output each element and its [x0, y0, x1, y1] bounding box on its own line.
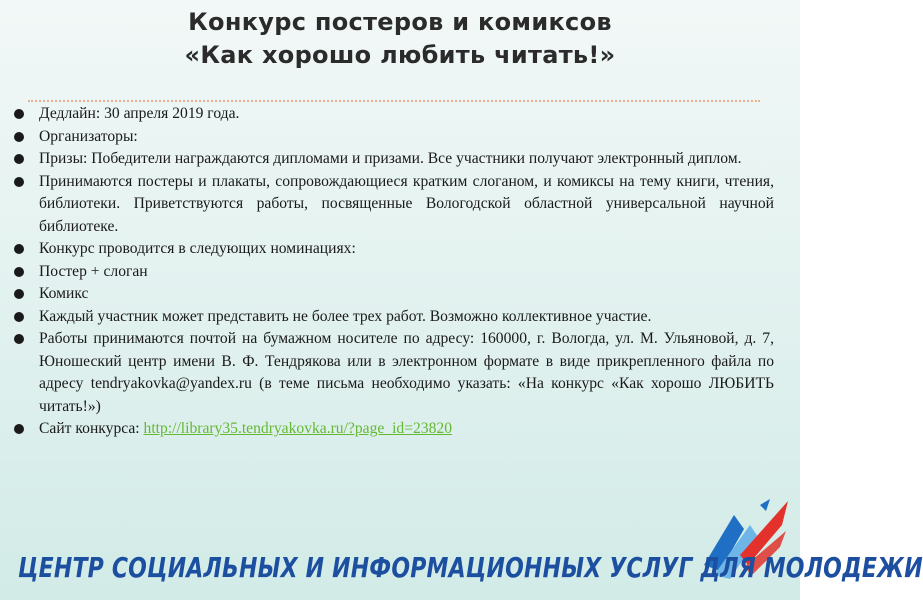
bullet-participant-limit: Каждый участник может представить не более трех работ. Возможно коллективное участие.: [14, 306, 774, 329]
footer-banner: ЦЕНТР СОЦИАЛЬНЫХ И ИНФОРМАЦИОННЫХ УСЛУГ ДЛЯ МОЛОДЕЖИ: [18, 553, 923, 585]
bullet-accepted-works: Принимаются постеры и плакаты, сопровождающиеся кратким слоганом, и комиксы на тему книги, чтения, библиотеки. Приветствуются работы, посвященные Вологодской областной универсальной научной библиотеке.: [14, 171, 774, 239]
bullet-website: Сайт конкурса: http://library35.tendryakovka.ru/?page_id=23820: [14, 418, 774, 441]
bullet-submission: Работы принимаются почтой на бумажном носителе по адресу: 160000, г. Вологда, ул. М. Ульяновой, д. 7, Юношеский центр имени В. Ф. Тендрякова или в электронном формате в виде прикрепленного файла по адресу tendryakovka@yandex.ru (в теме письма необходимо указать: «На конкурс «Как хорошо ЛЮБИТЬ читать!»): [14, 328, 774, 418]
bullet-nominations: Конкурс проводится в следующих номинациях:: [14, 238, 774, 261]
title-divider: [28, 100, 760, 102]
slide-title: [0, 6, 800, 72]
bullet-nomination-poster: Постер + слоган: [14, 261, 774, 284]
bullet-organizers: Организаторы:: [14, 126, 774, 149]
bullet-prizes: Призы: Победители награждаются дипломами и призами. Все участники получают электронный диплом.: [14, 148, 774, 171]
website-link[interactable]: http://library35.tendryakovka.ru/?page_id=23820: [143, 420, 452, 437]
bullet-deadline: Дедлайн: 30 апреля 2019 года.: [14, 103, 774, 126]
title-line-1: Конкурс постеров и комиксов: [188, 8, 612, 36]
bullet-list: [14, 103, 774, 441]
title-line-2: «Как хорошо любить читать!»: [184, 41, 616, 69]
bullet-nomination-comic: Комикс: [14, 283, 774, 306]
